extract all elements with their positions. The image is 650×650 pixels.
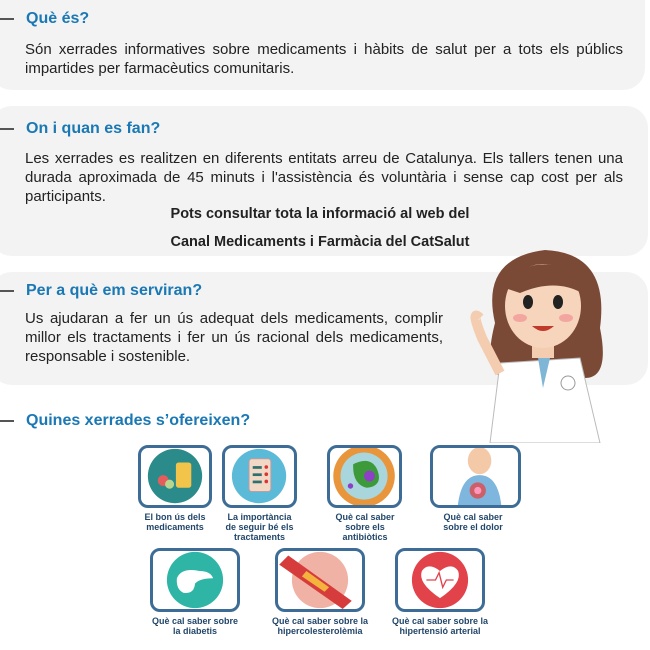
heading-text: Què és? — [26, 10, 90, 27]
heading-text: On i quan es fan? — [26, 120, 161, 137]
section-heading — [0, 10, 89, 28]
clipboard-icon[interactable] — [222, 445, 297, 508]
section-heading — [0, 412, 250, 430]
talk-label: Què cal saber sobre la diabetis — [151, 616, 239, 636]
dash-marker — [0, 290, 14, 292]
section-heading — [0, 282, 202, 300]
web-info-line: Canal Medicaments i Farmàcia del CatSalut — [170, 234, 470, 250]
talk-label: Què cal saber sobre la hipertensió arterial — [391, 616, 489, 636]
section-text: Us ajudaran a fer un ús adequat dels medicaments, complir millor els tractaments i fer un ús racional dels medicaments, responsable i sostenible. — [25, 310, 443, 365]
heading-text: Quines xerrades s’ofereixen? — [26, 412, 251, 429]
section-text: Les xerrades es realitzen en diferents entitats arreu de Catalunya. Els tallers tenen una durada aproximada de 45 minuts i l'assistència és voluntària i sense cap cost per als participants. — [25, 150, 623, 205]
dash-marker — [0, 420, 14, 422]
heart-icon[interactable] — [395, 548, 485, 612]
artery-icon[interactable] — [275, 548, 365, 612]
bacteria-icon[interactable] — [327, 445, 402, 508]
section-text: Són xerrades informatives sobre medicaments i hàbits de salut per a tots els públics impartides per farmacèutics comunitaris. — [25, 41, 623, 77]
section-heading — [0, 120, 160, 138]
pain-person-icon[interactable] — [430, 445, 521, 508]
talk-label: La importància de seguir bé els tractaments — [225, 512, 294, 542]
talk-label: El bon ús dels medicaments — [144, 512, 206, 532]
talk-label: Què cal saber sobre el dolor — [443, 512, 503, 532]
web-info-line: Pots consultar tota la informació al web del — [170, 206, 470, 222]
dash-marker — [0, 128, 14, 130]
pancreas-icon[interactable] — [150, 548, 240, 612]
pills-bottle-icon[interactable] — [138, 445, 212, 508]
heading-text: Per a què em serviran? — [26, 282, 203, 299]
pharmacist-illustration — [460, 238, 635, 443]
dash-marker — [0, 18, 14, 20]
talk-label: Què cal saber sobre la hipercolesterolèmia — [271, 616, 369, 636]
talk-label: Què cal saber sobre els antibiòtics — [335, 512, 395, 542]
